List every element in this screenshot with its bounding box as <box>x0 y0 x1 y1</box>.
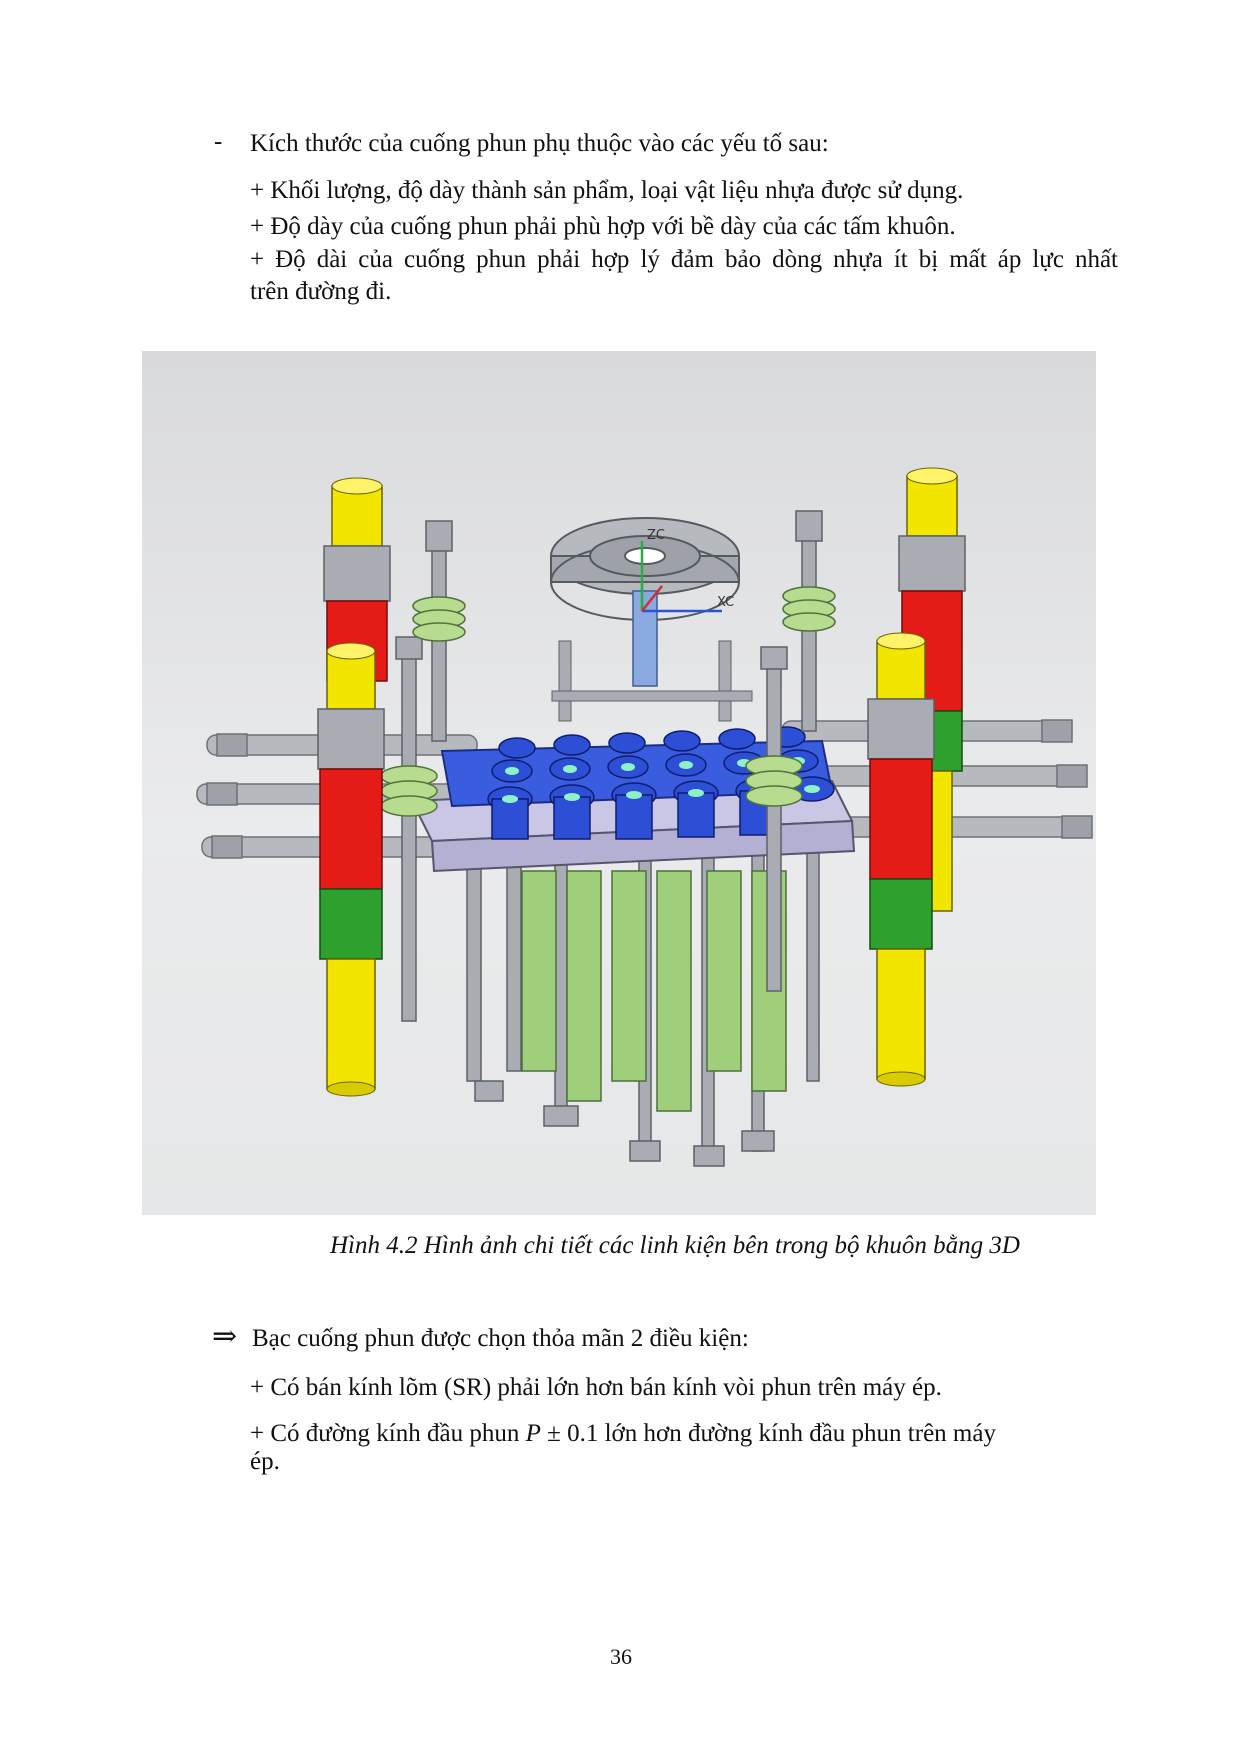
requirement-plate-thickness: + Độ dày của cuống phun phải phù hợp với bề dày của các tấm khuôn. <box>250 213 956 240</box>
condition-diameter-part1: + Có đường kính đầu phun <box>250 1420 526 1447</box>
condition-diameter-part2: ± 0.1 lớn hơn đường kính đầu phun trên máy <box>540 1420 996 1447</box>
condition-diameter-line2: ép. <box>250 1448 280 1475</box>
sprue-bushing-ring <box>551 518 752 721</box>
requirement-length-line2: trên đường đi. <box>250 278 392 305</box>
condition-radius: + Có bán kính lõm (SR) phải lớn hơn bán kính vòi phun trên máy ép. <box>250 1374 942 1401</box>
intro-line: Kích thước của cuống phun phụ thuộc vào các yếu tố sau: <box>250 130 829 157</box>
list-dash: - <box>214 128 223 155</box>
implies-arrow-icon: ⇒ <box>212 1320 238 1353</box>
axis-label-x: XC <box>717 595 735 610</box>
requirement-length-line1: + Độ dài của cuống phun phải hợp lý đảm bảo dòng nhựa ít bị mất áp lực nhất <box>250 246 1118 273</box>
mold-3d-figure <box>142 351 1096 1215</box>
pillar-front-left <box>318 643 384 1096</box>
figure-caption: Hình 4.2 Hình ảnh chi tiết các linh kiện bên trong bộ khuôn bằng 3D <box>330 1232 1020 1259</box>
conclusion-lead: Bạc cuống phun được chọn thỏa mãn 2 điều kiện: <box>252 1325 749 1352</box>
pillar-front-right <box>868 633 934 1086</box>
axis-label-z: ZC <box>647 528 665 543</box>
page-number: 36 <box>610 1644 632 1669</box>
mold-assembly-render <box>142 351 1096 1215</box>
requirement-mass-thickness: + Khối lượng, độ dày thành sản phẩm, loại vật liệu nhựa được sử dụng. <box>250 177 964 204</box>
condition-diameter-line1 <box>250 1418 996 1450</box>
condition-diameter-variable: P <box>525 1420 541 1447</box>
